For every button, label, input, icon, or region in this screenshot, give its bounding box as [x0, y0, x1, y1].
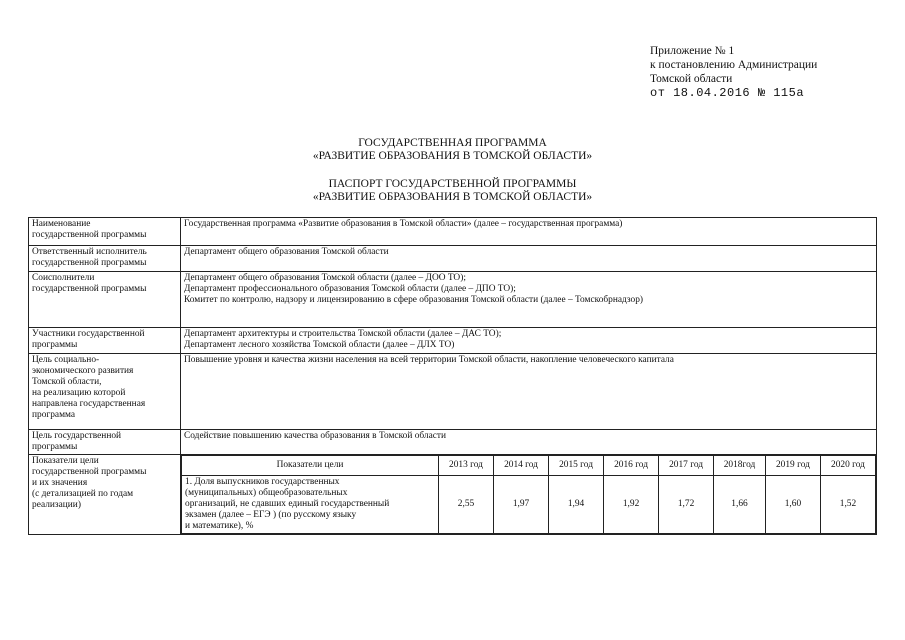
- row-label-line: реализации): [32, 500, 81, 510]
- row-value: [181, 218, 877, 246]
- row-label-line: и их значения: [32, 478, 88, 488]
- indicator-value: 2,55: [439, 476, 494, 534]
- indicators-header-year: 2019 год: [765, 456, 820, 476]
- indicator-name-line: экзамен (далее – ЕГЭ ) (по русскому языку: [185, 510, 357, 520]
- row-label: [29, 328, 181, 354]
- row-label-line: Цель социально-: [32, 355, 100, 365]
- row-label: [29, 430, 181, 455]
- passport-row: [29, 430, 877, 455]
- row-label-line: Томской области,: [32, 377, 102, 387]
- row-label-line: государственной программы: [32, 258, 147, 268]
- program-title-line: «РАЗВИТИЕ ОБРАЗОВАНИЯ В ТОМСКОЙ ОБЛАСТИ»: [312, 150, 593, 162]
- row-value-line: Департамент общего образования Томской области (далее – ДОО ТО);: [184, 273, 466, 283]
- appendix-block: [650, 44, 817, 100]
- row-label-line: государственной программы: [32, 284, 147, 294]
- indicators-header-year: 2015 год: [549, 456, 604, 476]
- indicator-name-line: (муниципальных) общеобразовательных: [185, 488, 348, 498]
- indicator-value: 1,52: [820, 476, 875, 534]
- row-value-line: Департамент профессионального образования Томской области (далее – ДПО ТО);: [184, 284, 516, 294]
- passport-row-indicators: [29, 455, 877, 535]
- row-label-line: экономического развития: [32, 366, 134, 376]
- row-value: [181, 328, 877, 354]
- passport-title: [0, 178, 905, 204]
- indicators-header-year: 2017 год: [659, 456, 714, 476]
- indicator-value: 1,60: [765, 476, 820, 534]
- row-value-line: Департамент общего образования Томской области: [184, 247, 389, 257]
- row-value: [181, 354, 877, 430]
- indicators-header-year: 2014 год: [494, 456, 549, 476]
- appendix-line: Томской области: [650, 73, 733, 85]
- row-label-line: государственной программы: [32, 230, 147, 240]
- passport-row: [29, 328, 877, 354]
- indicator-value: 1,72: [659, 476, 714, 534]
- row-value-line: Содействие повышению качества образования в Томской области: [184, 431, 447, 441]
- indicators-table: [181, 455, 876, 534]
- row-label: [29, 246, 181, 272]
- row-value: [181, 272, 877, 328]
- row-label: [29, 272, 181, 328]
- program-title-line: ГОСУДАРСТВЕННАЯ ПРОГРАММА: [358, 137, 547, 149]
- row-label: [29, 354, 181, 430]
- row-label: [29, 218, 181, 246]
- passport-title-line: «РАЗВИТИЕ ОБРАЗОВАНИЯ В ТОМСКОЙ ОБЛАСТИ»: [312, 191, 593, 203]
- appendix-date-stamp: от 18.04.2016 № 115а: [650, 86, 805, 100]
- row-label-line: Ответственный исполнитель: [32, 247, 147, 257]
- passport-table: [28, 217, 877, 535]
- appendix-line: Приложение № 1: [650, 45, 735, 57]
- indicators-header-year: 2013 год: [439, 456, 494, 476]
- indicator-name-line: 1. Доля выпускников государственных: [185, 477, 340, 487]
- passport-row: [29, 354, 877, 430]
- row-label: [29, 455, 181, 535]
- passport-title-line: ПАСПОРТ ГОСУДАРСТВЕННОЙ ПРОГРАММЫ: [328, 178, 577, 190]
- indicator-name-line: и математике), %: [185, 521, 254, 531]
- indicators-header-year: 2020 год: [820, 456, 875, 476]
- row-label-line: на реализацию которой: [32, 388, 126, 398]
- program-title: [0, 137, 905, 163]
- row-label-line: направлена государственная: [32, 399, 146, 409]
- row-label-line: (с детализацией по годам: [32, 489, 134, 499]
- row-value: [181, 430, 877, 455]
- row-value-line: Повышение уровня и качества жизни населения на всей территории Томской области, накопление человеческого капитала: [184, 355, 674, 365]
- row-label-line: Наименование: [32, 219, 91, 229]
- indicator-name-line: организаций, не сдавших единый государственный: [185, 499, 390, 509]
- row-label-line: государственной программы: [32, 467, 147, 477]
- row-label-line: Соисполнители: [32, 273, 95, 283]
- indicator-value: 1,66: [714, 476, 766, 534]
- row-value: [181, 246, 877, 272]
- passport-row: [29, 218, 877, 246]
- row-label-line: Показатели цели: [32, 456, 99, 466]
- row-value-line: Государственная программа «Развитие образования в Томской области» (далее – государственная программа): [184, 219, 623, 229]
- passport-row: [29, 246, 877, 272]
- indicators-cell: [181, 455, 877, 535]
- passport-row: [29, 272, 877, 328]
- row-label-line: программы: [32, 340, 78, 350]
- indicators-header-name: Показатели цели: [182, 456, 439, 476]
- indicator-value: 1,97: [494, 476, 549, 534]
- row-label-line: Цель государственной: [32, 431, 122, 441]
- indicator-value: 1,92: [604, 476, 659, 534]
- indicators-header-year: 2018год: [714, 456, 766, 476]
- row-label-line: Участники государственной: [32, 329, 145, 339]
- row-value-line: Комитет по контролю, надзору и лицензированию в сфере образования Томской области (далее – Томскобрнадзор): [184, 295, 644, 305]
- indicator-name: [182, 476, 439, 534]
- row-label-line: программа: [32, 410, 76, 420]
- indicators-data-row: [182, 476, 876, 534]
- indicators-header-row: [182, 456, 876, 476]
- indicators-header-year: 2016 год: [604, 456, 659, 476]
- row-label-line: программы: [32, 442, 78, 452]
- appendix-line: к постановлению Администрации: [650, 59, 818, 71]
- row-value-line: Департамент архитектуры и строительства Томской области (далее – ДАС ТО);: [184, 329, 502, 339]
- indicator-value: 1,94: [549, 476, 604, 534]
- row-value-line: Департамент лесного хозяйства Томской области (далее – ДЛХ ТО): [184, 340, 455, 350]
